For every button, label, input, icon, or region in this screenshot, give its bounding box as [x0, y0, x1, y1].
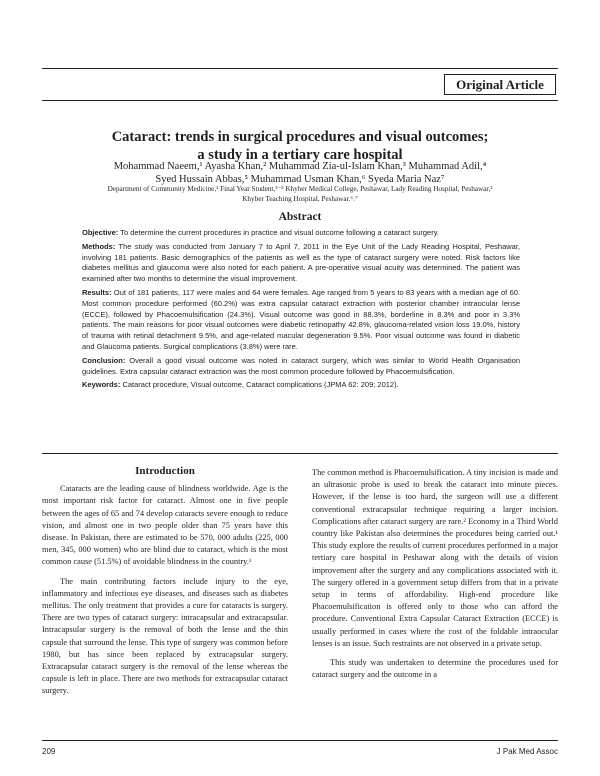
- intro-paragraph-2: The main contributing factors include injury to the eye, inflammatory and infectious eye diseases, and diseases such as diabetes mellitus. The only treatment that provides a cure for cataracts is surgery. There are two types of cataract surgery: intracapsular and extracapsular. Intracapsular surgery is the removal of both the lense and the thin capsule that surround the lense. This type of surgery was common before 1980, but has since been replaced by extracapsular surgery. Extracapsular cataract surgery is the removal of the lense whereas the capsule is left in place. There are two methods for extracapsular cataract surgery.: [42, 576, 288, 696]
- top-rule: [42, 68, 558, 69]
- abstract-heading: Abstract: [278, 211, 322, 223]
- title-line-1: Cataract: trends in surgical procedures and visual outcomes;: [111, 129, 489, 145]
- page-number: 209: [42, 747, 56, 756]
- journal-name: J Pak Med Assoc: [496, 747, 558, 756]
- keywords-label: Keywords:: [82, 380, 121, 390]
- results-text: Out of 181 patients, 117 were males and 64 were females. Age ranged from 5 years to 83 years with a median age of 60. Most common procedure performed (60.2%) was extra capsular cataract extraction with posterior chamber intraocular lense (ECCE), followed by Phacoemulsification (24.3%). Visual outcome was good in 88.3%, borderline in 8.3% and poor in 3.3% patients. The main reasons for poor visual outcomes were diabetic retinopathy 42.8%, glaucoma-related vision loss 19.0%, history of trauma with retinal detachment 9.5%, and age-related macular degeneration 9.5%. Poor visual outcome was found in diabetic and Glaucoma patients. Surgical complications (3.8%) were rare.: [82, 287, 520, 351]
- abstract-bottom-rule: [42, 453, 558, 454]
- abstract-results: [82, 288, 520, 353]
- body-column-left: [42, 465, 288, 705]
- affiliations-line-2: Khyber Teaching Hospital, Peshawar.⁶˒⁷: [242, 195, 358, 203]
- abstract-objective: [82, 228, 520, 239]
- authors-line-1: Mohammad Naeem,¹ Ayasha Khan,² Muhammad Zia-ul-Islam Khan,³ Muhammad Adil,⁴: [113, 161, 487, 172]
- introduction-heading: Introduction: [135, 465, 195, 477]
- results-label: Results:: [82, 287, 112, 297]
- abstract-keywords: [82, 380, 520, 391]
- intro-paragraph-4: This study was undertaken to determine the procedures used for cataract surgery and the outcome in a: [312, 658, 558, 680]
- conclusion-label: Conclusion:: [82, 355, 126, 365]
- methods-label: Methods:: [82, 241, 116, 251]
- paper-title: [0, 128, 600, 164]
- methods-text: The study was conducted from January 7 to April 7, 2011 in the Eye Unit of the Lady Reading Hospital, Peshawar, involving 181 patients. Basic demographics of the patients as well as the type of cataract surgery were noted. Risk factors like diabetes mellitus and glaucoma were also noted for each patient. A pre-operative visual acuity was determined. The patient was examined after two months to determine the visual improvement.: [82, 241, 520, 284]
- objective-text: To determine the current procedures in practice and visual outcome following a cataract surgery.: [120, 228, 439, 237]
- keywords-text: Cataract procedure, Visual outcome, Cataract complications (JPMA 62: 209; 2012).: [122, 380, 399, 390]
- abstract-body: [82, 228, 520, 394]
- intro-paragraph-3: The common method is Phacoemulsification. A tiny incision is made and an ultrasonic probe is used to break the cataract into minute pieces. However, if the lense is too hard, the surgeon will use a different conventional extracapsular technique requiring a larger incision. Complications after cataract surgery are rare.² Economy in a Third World country like Pakistan also determines the procedures being carried out.¹ This study explore the results of current procedures performed in a major tertiary care hospital in Peshawar along with the details of vision improvement after the surgery and any complications associated with it. The surgery offered in a government setup differs from that in a private setup in terms of affordability. High-end procedure like Phacoemulsification is offered only to those who can afford the procedure. Conventional Extra Capsular Cataract Extraction (ECCE) is usually performed in cases where the cost of the foldable intraocular lenses is an issue. Such restraints are not observed in a private setup.: [312, 468, 558, 648]
- affiliations: [30, 184, 570, 204]
- header-rule: [42, 100, 558, 101]
- abstract-conclusion: [82, 356, 520, 378]
- objective-label: Objective:: [82, 228, 119, 237]
- authors-line-2: Syed Hussain Abbas,⁵ Muhammad Usman Khan,⁶ Syeda Maria Naz⁷: [155, 174, 445, 185]
- conclusion-text: Overall a good visual outcome was noted in cataract surgery, which was similar to World Health Organisation guidelines. Extra capsular cataract extraction was the most common procedure followed by Phacoemulsification.: [82, 355, 520, 376]
- article-type-label: Original Article: [444, 74, 556, 95]
- intro-paragraph-1: Cataracts are the leading cause of blindness worldwide. Age is the most important risk factor for cataract. Almost one in five people between the ages of 65 and 74 develop cataracts severe enough to reduce vision, and almost one in two people older than 75 years have this disease. In Pakistan, there are estimated to be 570, 000 adults (225, 000 men, 345, 000 women) who are blind due to cataract, which is the most common cause (51.5%) of avoidable blindness in the country.¹: [42, 484, 288, 567]
- abstract-methods: [82, 242, 520, 285]
- footer-rule: [42, 740, 558, 741]
- affiliations-line-1: Department of Community Medicine,¹ Final Year Student,³⁻⁵ Khyber Medical College, Peshawar, Lady Reading Hospital, Peshawar,²: [107, 185, 493, 193]
- title-line-2: a study in a tertiary care hospital: [197, 147, 403, 163]
- body-column-right: [312, 467, 558, 688]
- author-list: [0, 160, 600, 186]
